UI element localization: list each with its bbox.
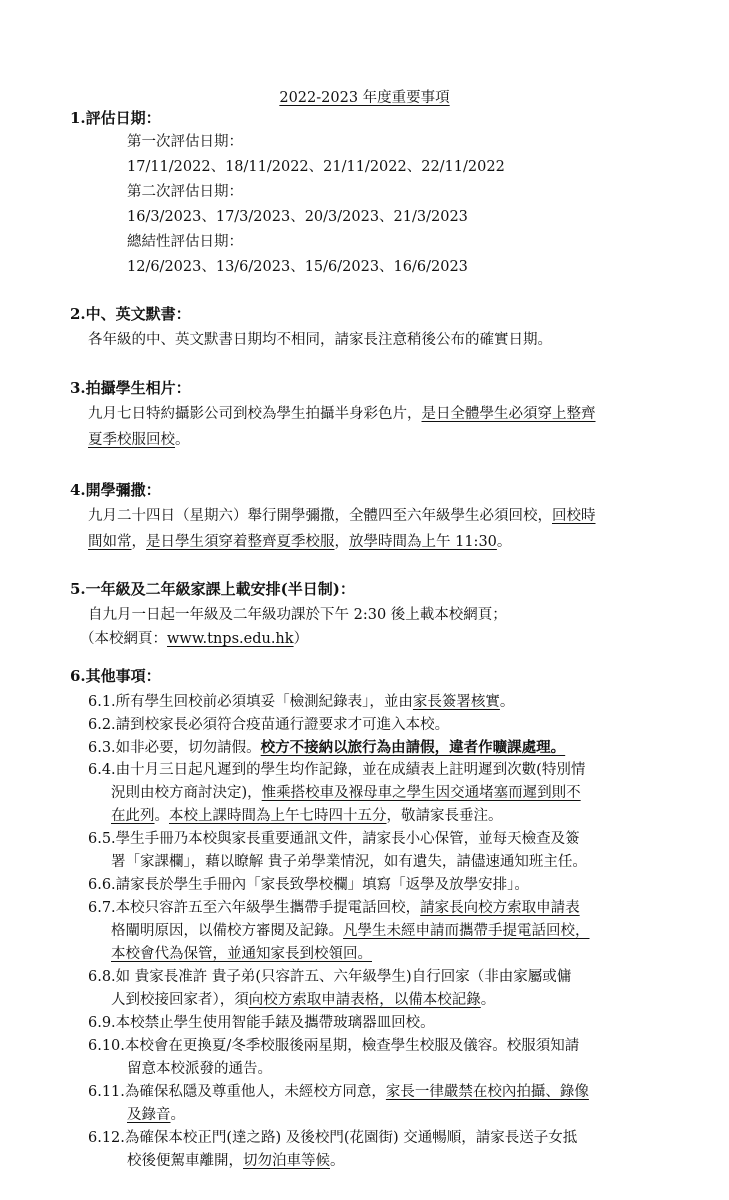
item-6-10-line-1: 6.10.本校會在更換夏/冬季校服後兩星期，檢查學生校服及儀容。校服須知請	[88, 1038, 580, 1054]
mass-text-line-1: 九月二十四日（星期六）舉行開學彌撒，全體四至六年級學生必須回校，回校時	[88, 508, 596, 524]
item-6-2: 6.2.請到校家長必須符合疫苗通行證要求才可進入本校。	[88, 717, 450, 733]
item-6-4-line-1: 6.4.由十月三日起凡遲到的學生均作記錄，並在成績表上註明遲到次數(特別情	[88, 762, 586, 778]
item-6-5-line-1: 6.5.學生手冊乃本校與家長重要通訊文件，請家長小心保管，並每天檢查及簽	[88, 831, 580, 847]
item-6-3: 6.3.如非必要，切勿請假。校方不接納以旅行為由請假，違者作曠課處理。	[88, 739, 566, 756]
item-6-11-line-2: 及錄音。	[127, 1107, 185, 1123]
assessment-final-label: 總結性評估日期：	[127, 234, 243, 250]
section-2-heading: 2.中、英文默書：	[70, 305, 191, 323]
item-6-4-line-2: 況則由校方商討決定)，惟乘搭校車及褓母車之學生因交通堵塞而遲到則不	[111, 785, 581, 801]
assessment-1-dates: 17/11/2022、18/11/2022、21/11/2022、22/11/2022	[127, 159, 505, 175]
item-6-10-line-2: 留意本校派發的通告。	[127, 1061, 272, 1077]
assessment-final-dates: 12/6/2023、13/6/2023、15/6/2023、16/6/2023	[127, 259, 468, 275]
section-6-heading: 6.其他事項：	[70, 667, 161, 685]
assessment-2-label: 第二次評估日期：	[127, 184, 243, 200]
photo-text-line-1: 九月七日特約攝影公司到校為學生拍攝半身彩色片，是日全體學生必須穿上整齊	[88, 406, 596, 422]
mass-text-line-2: 間如常，是日學生須穿着整齊夏季校服，放學時間為上午 11:30。	[88, 534, 512, 550]
item-6-7-line-3: 本校會代為保管，並通知家長到校領回。	[111, 946, 372, 962]
assessment-2-dates: 16/3/2023、17/3/2023、20/3/2023、21/3/2023	[127, 209, 468, 225]
section-4-heading: 4.開學彌撒：	[70, 481, 161, 499]
section-5-heading: 5.一年級及二年級家課上載安排(半日制)：	[70, 580, 355, 598]
item-6-11-line-1: 6.11.為確保私隱及尊重他人，未經校方同意，家長一律嚴禁在校內拍攝、錄像	[88, 1084, 589, 1100]
item-6-8-line-2: 人到校接回家者），須向校方索取申請表格，以備本校記錄。	[111, 992, 496, 1008]
item-6-4-line-3: 在此列。本校上課時間為上午七時四十五分，敬請家長垂注。	[111, 808, 503, 824]
homework-text-line-2: （本校網頁：www.tnps.edu.hk）	[80, 631, 309, 647]
item-6-8-line-1: 6.8.如 貴家長准許 貴子弟(只容許五、六年級學生)自行回家（非由家屬或傭	[88, 969, 572, 985]
item-6-7-line-1: 6.7.本校只容許五至六年級學生攜帶手提電話回校，請家長向校方索取申請表	[88, 900, 580, 916]
item-6-6: 6.6.請家長於學生手冊內「家長致學校欄」填寫「返學及放學安排」。	[88, 877, 529, 893]
item-6-12-line-1: 6.12.為確保本校正門(達之路) 及後校門(花園街) 交通暢順，請家長送子女抵	[88, 1130, 578, 1146]
assessment-1-label: 第一次評估日期：	[127, 134, 243, 150]
school-website-link[interactable]: www.tnps.edu.hk	[167, 631, 294, 647]
item-6-7-line-2: 格闡明原因，以備校方審閱及記錄。凡學生未經申請而攜帶手提電話回校，	[111, 923, 590, 939]
section-3-heading: 3.拍攝學生相片：	[70, 379, 191, 397]
item-6-12-line-2: 校後便駕車離開，切勿泊車等候。	[127, 1153, 345, 1169]
section-1-heading: 1.評估日期：	[70, 109, 161, 127]
item-6-9: 6.9.本校禁止學生使用智能手錶及攜帶玻璃器皿回校。	[88, 1015, 435, 1031]
document-title: 2022-2023 年度重要事項	[279, 90, 450, 106]
item-6-1: 6.1.所有學生回校前必須填妥「檢測紀錄表」，並由家長簽署核實。	[88, 694, 515, 710]
dictation-text: 各年級的中、英文默書日期均不相同，請家長注意稍後公布的確實日期。	[88, 332, 552, 348]
photo-text-line-2: 夏季校服回校。	[88, 432, 190, 448]
item-6-5-line-2: 署「家課欄」，藉以瞭解 貴子弟學業情況，如有遺失，請儘速通知班主任。	[111, 854, 587, 870]
homework-text-line-1: 自九月一日起一年級及二年級功課於下午 2:30 後上載本校網頁；	[88, 607, 507, 623]
